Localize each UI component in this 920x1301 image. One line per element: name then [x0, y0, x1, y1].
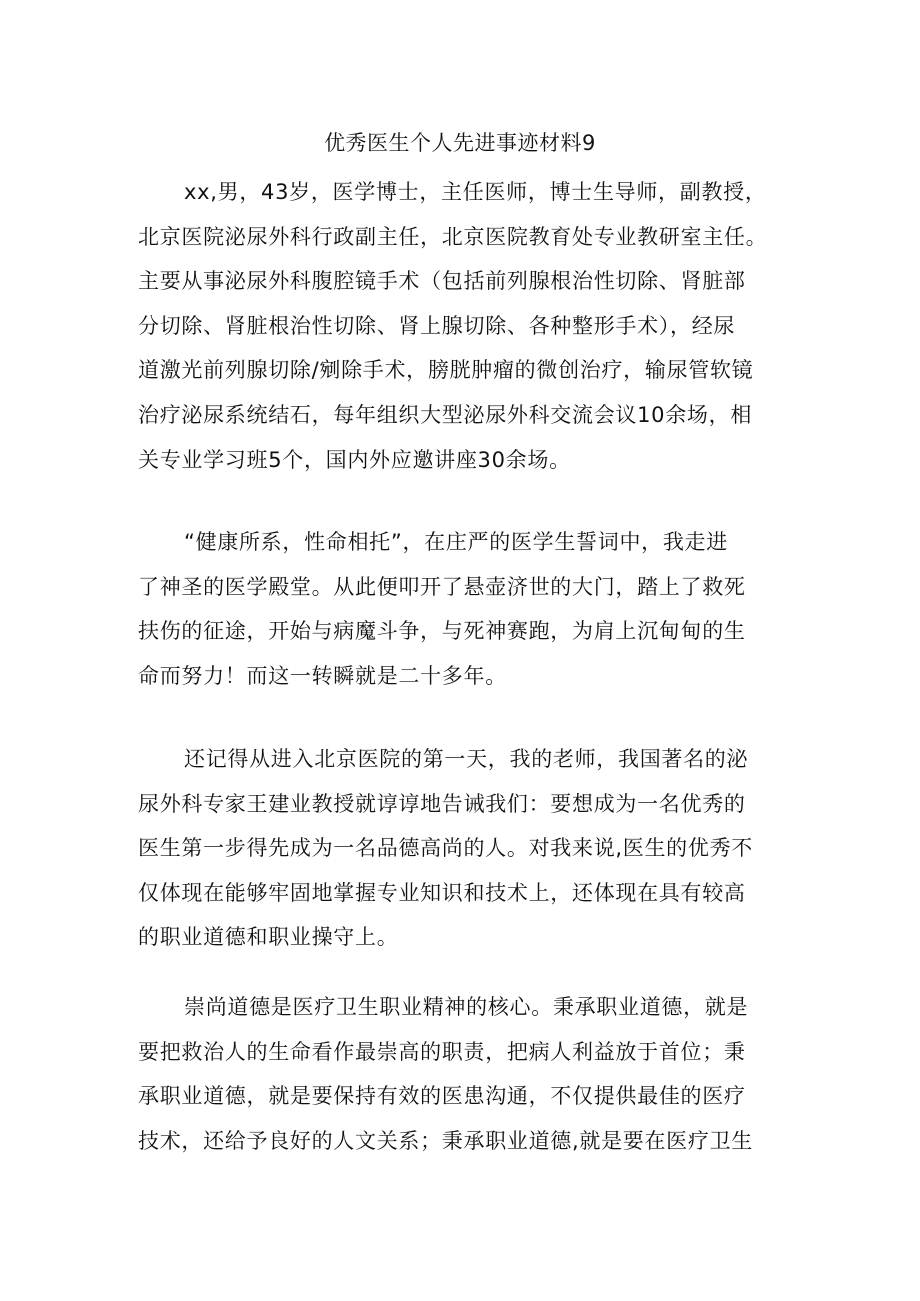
paragraph-line: 分切除、肾脏根治性切除、肾上腺切除、各种整形手术），经尿	[138, 313, 736, 338]
paragraph-line: 医生第一步得先成为一名品德高尚的人。对我来说,医生的优秀不	[138, 836, 753, 861]
paragraph-line: 还记得从进入北京医院的第一天，我的老师，我国著名的泌	[184, 747, 749, 771]
paragraph-line: 尿外科专家王建业教授就谆谆地告诫我们：要想成为一名优秀的	[138, 791, 746, 816]
document-title: 优秀医生个人先进事迹材料9	[324, 131, 596, 155]
paragraph-line: xx,男，43岁，医学博士，主任医师，博士生导师，副教授，	[184, 180, 767, 204]
paragraph-3	[138, 737, 798, 960]
paragraph-1	[138, 170, 798, 482]
paragraph-line: 崇尚道德是医疗卫生职业精神的核心。秉承职业道德，就是	[184, 995, 749, 1019]
paragraph-line: 承职业道德，就是要保持有效的医患沟通，不仅提供最佳的医疗	[138, 1084, 746, 1109]
paragraph-2	[138, 520, 798, 698]
paragraph-line: 道激光前列腺切除/剜除手术，膀胱肿瘤的微创治疗，输尿管软镜	[138, 358, 754, 383]
paragraph-line: 关专业学习班5个，国内外应邀讲座30余场。	[138, 447, 571, 472]
paragraph-line: 技术，还给予良好的人文关系；秉承职业道德,就是要在医疗卫生	[138, 1128, 753, 1153]
paragraph-line: 北京医院泌尿外科行政副主任，北京医院教育处专业教研室主任。	[138, 224, 768, 249]
paragraph-line: 主要从事泌尿外科腹腔镜手术（包括前列腺根治性切除、肾脏部	[138, 269, 746, 294]
paragraph-4	[138, 985, 798, 1163]
paragraph-line: 治疗泌尿系统结石，每年组织大型泌尿外科交流会议10余场，相	[138, 402, 753, 427]
paragraph-line: 扶伤的征途，开始与病魔斗争，与死神赛跑，为肩上沉甸甸的生	[138, 619, 746, 644]
paragraph-line: 要把救治人的生命看作最崇高的职责，把病人利益放于首位；秉	[138, 1039, 746, 1064]
paragraph-line: 仅体现在能够牢固地掌握专业知识和技术上，还体现在具有较高	[138, 880, 746, 905]
paragraph-line: 了神圣的医学殿堂。从此便叩开了悬壶济世的大门，踏上了救死	[138, 574, 746, 599]
paragraph-line: 命而努力！而这一转瞬就是二十多年。	[138, 663, 507, 688]
paragraph-line: 的职业道德和职业操守上。	[138, 925, 399, 950]
paragraph-line: “健康所系，性命相托”，在庄严的医学生誓词中，我走进	[184, 530, 728, 554]
